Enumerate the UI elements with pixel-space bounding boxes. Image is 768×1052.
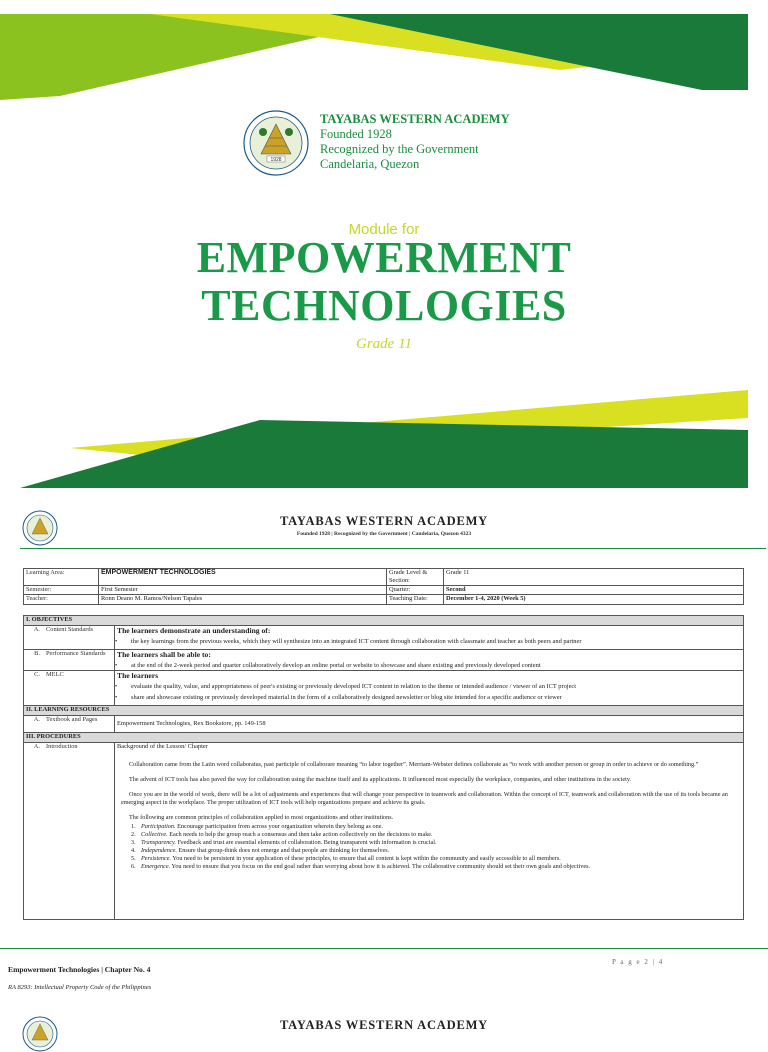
bottom-green-band: [20, 420, 748, 488]
table-row: [24, 626, 744, 650]
textbook-label: Textbook and Pages: [46, 716, 98, 723]
principle-term: Persistence.: [141, 854, 172, 862]
melc-letter: C.: [34, 671, 40, 678]
title-line-2: TECHNOLOGIES: [201, 281, 567, 330]
melc-lead: The learners: [117, 671, 159, 680]
teaching-date-value: December 1-4, 2020 (Week 5): [444, 595, 744, 605]
principle-text: You need to ensure that you focus on the end goal rather than worrying about how it is achieved. The collaborative community should set their own goals and objectives.: [171, 862, 591, 870]
principle-term: Participation.: [141, 822, 176, 830]
paragraph-2: The advent of ICT tools has also paved the way for collaboration using the machine itself and its applications. It influenced most especially the workplace, companies, and other institutions in the society.: [129, 775, 632, 783]
table-row: [24, 650, 744, 671]
introduction-letter: A.: [33, 743, 40, 750]
grade-label: Grade 11: [356, 336, 412, 352]
content-standards-letter: A.: [33, 626, 40, 633]
footer-chapter: Empowerment Technologies | Chapter No. 4: [8, 965, 151, 974]
principle-item: [131, 855, 737, 863]
cover-page: [0, 0, 768, 488]
introduction-heading: Background of the Lesson/ Chapter: [117, 743, 208, 750]
textbook-value: Empowerment Technologies, Rex Bookstore, pp. 149-158: [115, 716, 744, 733]
lesson-plan-table: [23, 615, 744, 920]
teacher-label: Teacher:: [24, 595, 99, 605]
performance-standards-bullet: • at the end of the 2-week period and quarter collaboratively develop an online portal or website to showcase and share existing and previously developed content: [117, 662, 741, 670]
paragraph-1: Collaboration came from the Latin word collaboratus, past participle of collaborare meaning “to labor together”. Merriam-Webster defines collaborate as “to work with another person or group in order to achieve or do something.”: [129, 760, 699, 768]
table-row: [24, 716, 744, 733]
header-subline: Founded 1928 | Recognized by the Government | Candelaria, Quezon 4323: [296, 531, 472, 537]
quarter-value: Second: [444, 585, 744, 595]
teaching-date-label: Teaching Date:: [387, 595, 444, 605]
school-info: [320, 112, 510, 172]
footer-rule: [0, 948, 768, 949]
textbook-letter: A.: [33, 716, 40, 723]
quarter-label: Quarter:: [387, 585, 444, 595]
header-rule: [20, 548, 766, 549]
melc-bullet-1: • evaluate the quality, value, and appropriateness of peer's existing or previously developed ICT content in relation to the theme or intended audience / viewer of an ICT project: [117, 683, 741, 691]
resources-heading: II. LEARNING RESOURCES: [24, 706, 744, 716]
seal-year: 1928: [270, 157, 282, 163]
content-standards-bullet: • the key learnings from the previous weeks, which they will synthesize into an integrated ICT content through collaboration with classmate and teacher as both peers and partner: [117, 638, 741, 646]
principle-term: Independence.: [141, 846, 177, 854]
principle-item: [131, 831, 737, 839]
performance-standards-letter: B.: [34, 650, 40, 657]
footer-page-number: P a g e 2 | 4: [612, 958, 664, 966]
table-row: [24, 671, 744, 706]
principle-item: [131, 839, 737, 847]
semester-label: Semester:: [24, 585, 99, 595]
recognized-text: Recognized by the Government: [320, 142, 479, 156]
table-row: [24, 743, 744, 920]
top-green-band: [330, 14, 748, 90]
teacher-value: Ronn Deano M. Ramos/Nelson Tapales: [99, 595, 387, 605]
grade-level-value: Grade 11: [444, 569, 744, 586]
table-row: [24, 595, 744, 605]
lesson-page: [0, 488, 768, 1032]
principle-text: Encourage participation from across your organization wherein they belong as one.: [177, 822, 383, 830]
principle-term: Transparency.: [141, 838, 177, 846]
footer-law: RA 8293: Intellectual Property Code of the Philippines: [8, 984, 152, 991]
location-text: Candelaria, Quezon: [320, 157, 420, 171]
performance-standards-label: Performance Standards: [46, 650, 106, 657]
principle-number: 5.: [131, 854, 136, 862]
procedures-heading: III. PROCEDURES: [24, 733, 744, 743]
objectives-heading: I. OBJECTIVES: [24, 616, 744, 626]
paragraph-3: Once you are in the world of work, there will be a lot of adjustments and experiences that will change your perspective in teamwork and collaboration. Within the concept of ICT, teamwork and collaboration with the use of its tools became an emerging aspect in the workplace. The proper utilization of ICT tools will help organizations prepare and achieve its goals.: [121, 790, 728, 806]
melc-bullet-2: • share and showcase existing or previously developed material in the form of a collaboratively designed newsletter or blog site intended for a specific audience or viewer: [117, 694, 741, 702]
principle-item: [131, 823, 737, 831]
melc-label: MELC: [46, 671, 64, 678]
semester-value: First Semester: [99, 585, 387, 595]
header-school-name: TAYABAS WESTERN ACADEMY: [279, 514, 489, 528]
table-row: [24, 569, 744, 586]
principle-number: 6.: [131, 862, 136, 870]
module-for-label: Module for: [348, 221, 420, 238]
title-line-1: EMPOWERMENT: [196, 233, 572, 282]
principles-list: [117, 823, 741, 871]
content-standards-lead: The learners demonstrate an understanding of:: [117, 626, 271, 635]
next-page-school-name: TAYABAS WESTERN ACADEMY: [279, 1018, 489, 1032]
content-standards-label: Content Standards: [46, 626, 94, 633]
principle-number: 4.: [131, 846, 136, 854]
lesson-info-table: [23, 568, 744, 605]
principle-item: [131, 863, 737, 871]
table-row: [24, 585, 744, 595]
principle-number: 2.: [131, 830, 136, 838]
principle-text: Feedback and trust are essential elements of collaboration. Being transparent with information is crucial.: [177, 838, 437, 846]
principle-term: Emergence.: [141, 862, 171, 870]
paragraph-4: The following are common principles of collaboration applied to most organizations and other institutions.: [129, 813, 394, 821]
principle-text: Each needs to help the group reach a consensus and then take action collectively on the decisions to make.: [169, 830, 433, 838]
learning-area-value: EMPOWERMENT TECHNOLOGIES: [99, 569, 387, 586]
principle-term: Collective.: [141, 830, 168, 838]
principle-text: You need to be persistent in your application of these principles, to ensure that all content is kept within the community and easily accessible to all members.: [172, 854, 561, 862]
principle-number: 3.: [131, 838, 136, 846]
introduction-label: Introduction: [46, 743, 78, 750]
founded-text: Founded 1928: [320, 127, 392, 141]
learning-area-label: Learning Area:: [24, 569, 99, 586]
performance-standards-lead: The learners shall be able to:: [117, 650, 211, 659]
school-name: TAYABAS WESTERN ACADEMY: [320, 112, 510, 126]
principle-text: Ensure that group-think does not emerge and that people are thinking for themselves.: [178, 846, 390, 854]
school-seal-icon: [243, 110, 309, 176]
principle-number: 1.: [131, 822, 136, 830]
principle-item: [131, 847, 737, 855]
grade-level-label: Grade Level & Section:: [387, 569, 444, 586]
